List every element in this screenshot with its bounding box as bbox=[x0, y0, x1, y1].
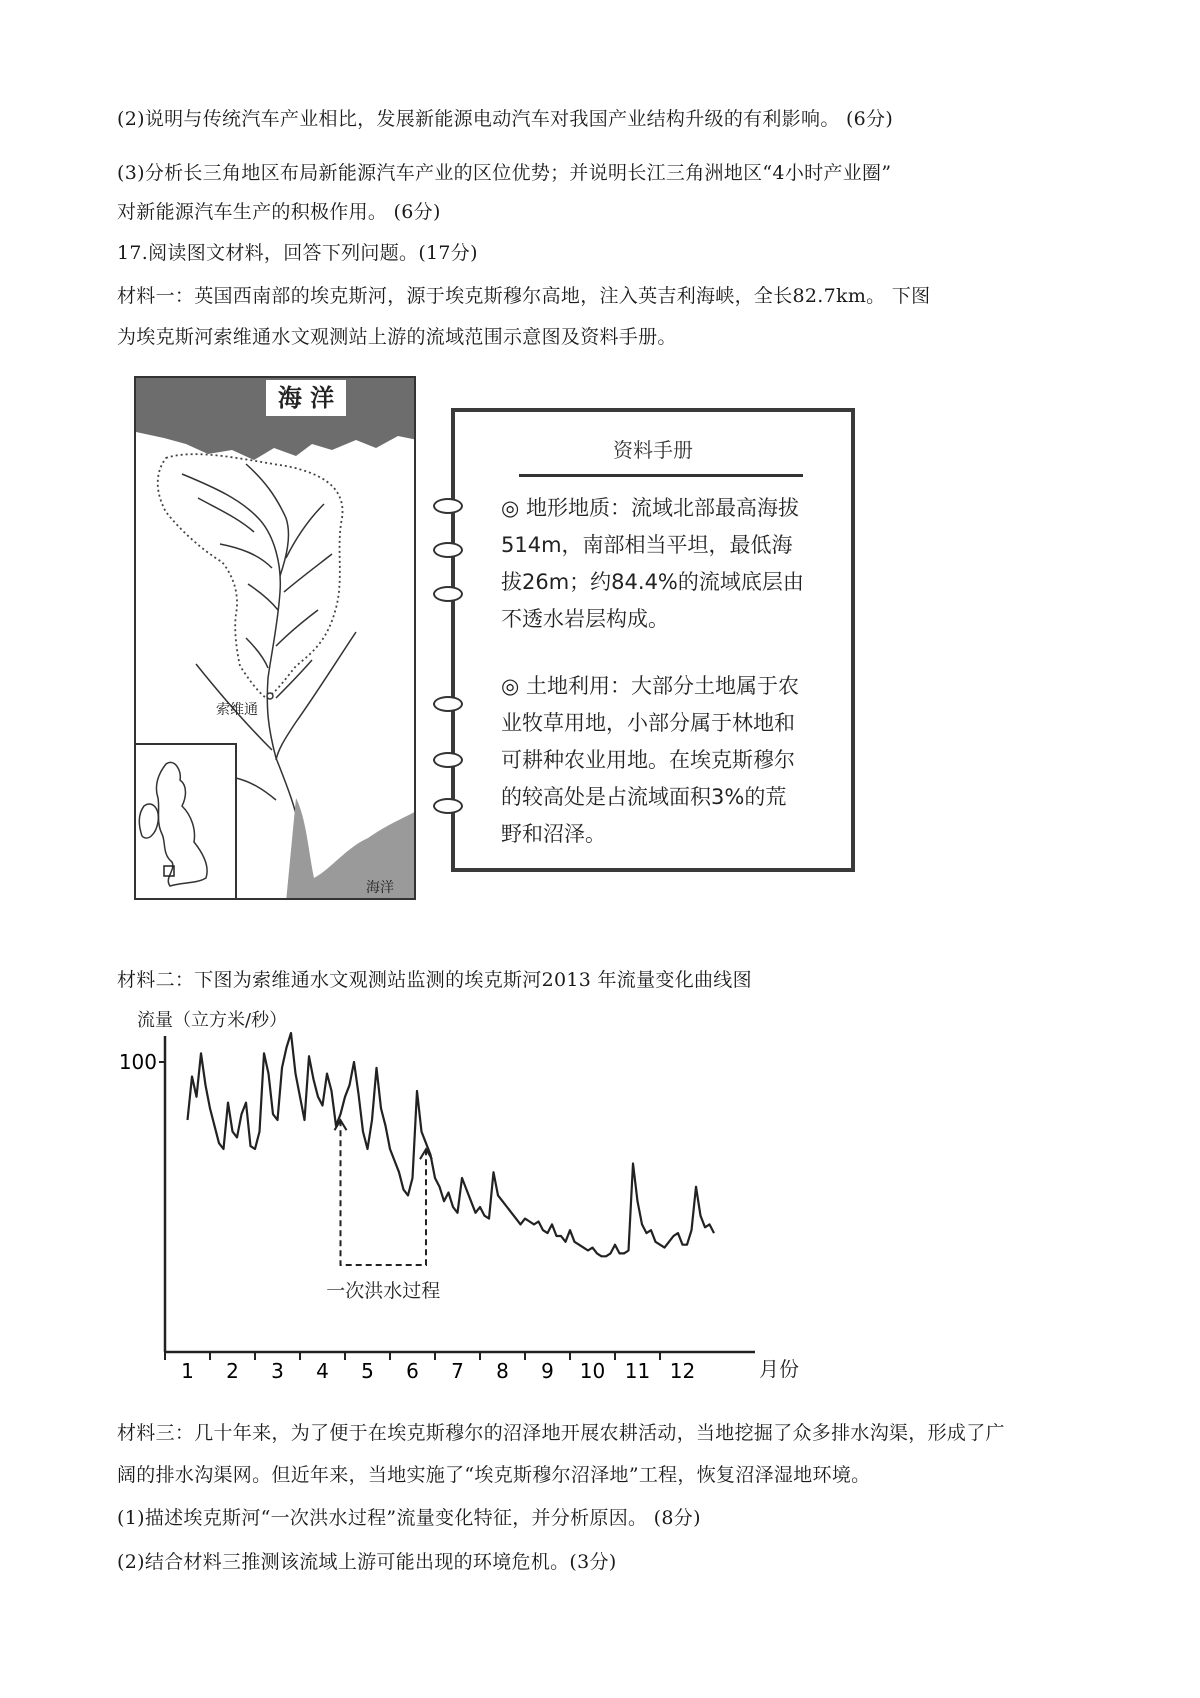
x-tick-label: 3 bbox=[271, 1359, 284, 1383]
x-axis-label: 月份 bbox=[759, 1357, 799, 1381]
binder-ring bbox=[433, 752, 463, 768]
x-tick-label: 10 bbox=[579, 1359, 606, 1383]
x-tick-label: 6 bbox=[406, 1359, 419, 1383]
question-16-2: (2)说明与传统汽车产业相比，发展新能源电动汽车对我国产业结构升级的有利影响。 (6分) bbox=[117, 108, 894, 130]
handbook-title: 资料手册 bbox=[613, 438, 693, 462]
x-tick-label: 9 bbox=[541, 1359, 554, 1383]
binder-ring bbox=[433, 498, 463, 514]
binder-ring bbox=[433, 586, 463, 602]
material3-line1: 材料三：几十年来，为了便于在埃克斯穆尔的沼泽地开展农耕活动，当地挖掘了众多排水沟渠，形成了广 bbox=[117, 1422, 1005, 1444]
station-marker bbox=[267, 693, 273, 699]
handbook-landuse: ◎ 土地利用：大部分土地属于农 业牧草用地，小部分属于林地和 可耕种农业用地。在埃克斯穆尔 的较高处是占流域面积3%的荒 野和沼泽。 bbox=[501, 674, 799, 846]
x-tick-label: 2 bbox=[226, 1359, 239, 1383]
watershed-boundary bbox=[158, 454, 343, 698]
binder-ring bbox=[433, 696, 463, 712]
station-label: 索维通 bbox=[216, 702, 258, 718]
handbook-terrain: ◎ 地形地质：流域北部最高海拔 514m，南部相当平坦，最低海 拔26m；约84.4%的流域底层由 不透水岩层构成。 bbox=[501, 496, 804, 631]
x-tick-label: 1 bbox=[181, 1359, 194, 1383]
x-tick-label: 12 bbox=[669, 1359, 696, 1383]
flow-series-line bbox=[188, 1033, 715, 1256]
handbook-divider bbox=[519, 474, 803, 477]
x-tick-label: 8 bbox=[496, 1359, 509, 1383]
y-axis-label: 流量（立方米/秒） bbox=[137, 1010, 288, 1031]
y-tick-label: 100 bbox=[118, 1050, 157, 1074]
question-17-title: 17.阅读图文材料，回答下列问题。(17分) bbox=[117, 242, 478, 264]
x-tick-label: 11 bbox=[624, 1359, 651, 1383]
data-handbook bbox=[451, 408, 855, 872]
sea-bottom-shape bbox=[286, 798, 416, 900]
flood-event-annotation bbox=[335, 1120, 433, 1265]
binder-ring bbox=[433, 798, 463, 814]
watershed-map bbox=[134, 376, 416, 900]
x-tick-label: 5 bbox=[361, 1359, 374, 1383]
question-16-3-line2: 对新能源汽车生产的积极作用。 (6分) bbox=[117, 201, 441, 223]
material1-line1: 材料一：英国西南部的埃克斯河，源于埃克斯穆尔高地，注入英吉利海峡，全长82.7km。 下图 bbox=[117, 285, 931, 307]
binder-ring bbox=[433, 542, 463, 558]
flow-chart bbox=[115, 1006, 835, 1396]
material3-line2: 阔的排水沟渠网。但近年来，当地实施了“埃克斯穆尔沼泽地”工程，恢复沼泽湿地环境。 bbox=[117, 1464, 871, 1486]
flood-annotation-label: 一次洪水过程 bbox=[326, 1280, 441, 1302]
watershed-map-drawing bbox=[136, 378, 416, 900]
x-tick-label: 7 bbox=[451, 1359, 464, 1383]
question-16-3-line1: (3)分析长三角地区布局新能源汽车产业的区位优势；并说明长江三角洲地区“4小时产业圈” bbox=[117, 162, 892, 184]
flood-bracket bbox=[341, 1120, 427, 1265]
question-17-1: (1)描述埃克斯河“一次洪水过程”流量变化特征，并分析原因。 (8分) bbox=[117, 1507, 701, 1529]
sea-bottom-label: 海洋 bbox=[366, 880, 394, 896]
uk-inset-frame bbox=[136, 744, 236, 900]
x-tick-label: 4 bbox=[316, 1359, 329, 1383]
sea-top-label: 海 洋 bbox=[277, 384, 335, 412]
material2-caption: 材料二：下图为索维通水文观测站监测的埃克斯河2013 年流量变化曲线图 bbox=[117, 969, 752, 991]
material1-line2: 为埃克斯河索维通水文观测站上游的流域范围示意图及资料手册。 bbox=[117, 326, 677, 348]
question-17-2: (2)结合材料三推测该流域上游可能出现的环境危机。(3分) bbox=[117, 1551, 617, 1573]
